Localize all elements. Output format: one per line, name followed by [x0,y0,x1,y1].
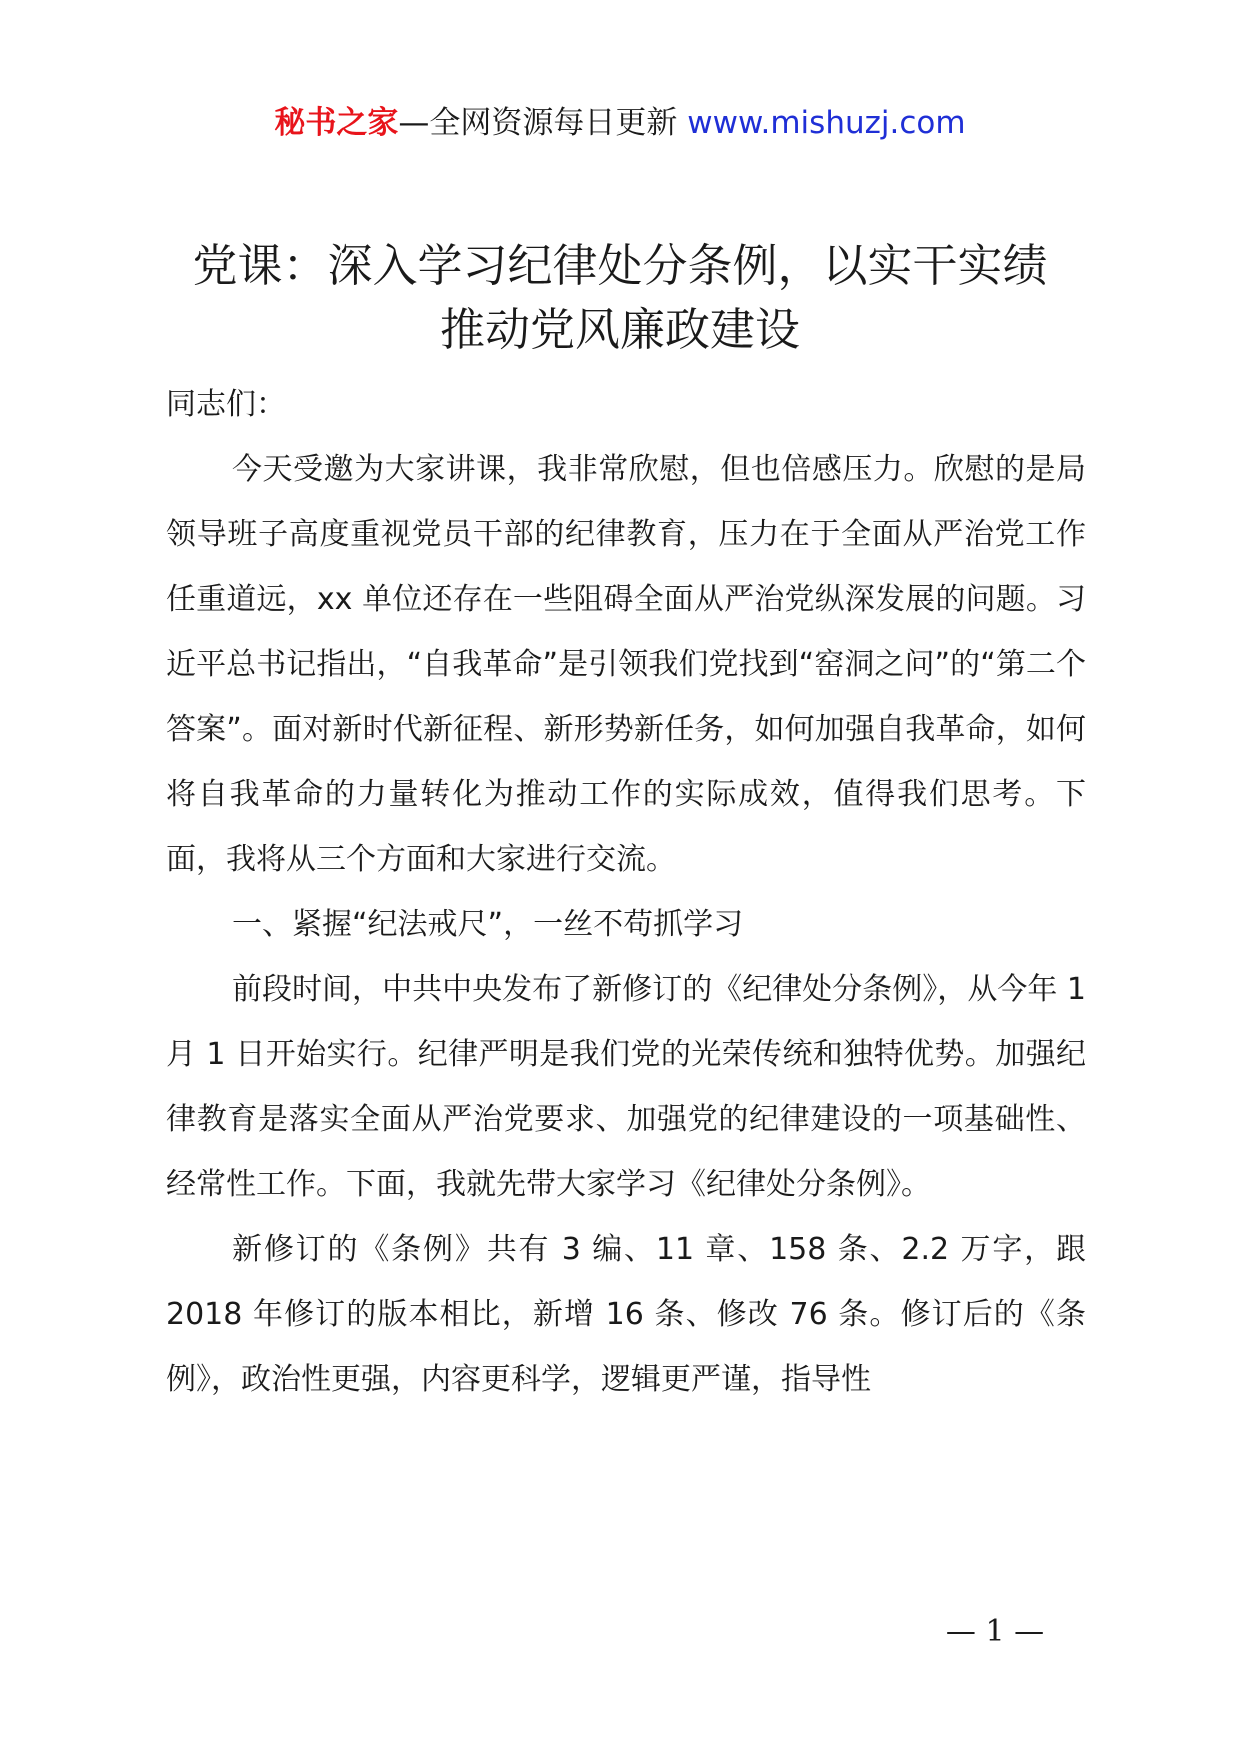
paragraph-regulation-structure: 新修订的《条例》共有 3 编、11 章、158 条、2.2 万字，跟 2018 年修订的版本相比，新增 16 条、修改 76 条。修订后的《条例》，政治性更强，内容更科学，逻辑更严谨，指导性 [166,1232,1086,1397]
page-number: — 1 — [945,1614,1045,1649]
paragraph-intro: 今天受邀为大家讲课，我非常欣慰，但也倍感压力。欣慰的是局领导班子高度重视党员干部的纪律教育，压力在于全面从严治党工作任重道远，xx 单位还存在一些阻碍全面从严治党纵深发展的问题。习近平总书记指出，“自我革命”是引领我们党找到“窑洞之问”的“第二个答案”。面对新时代新征程、新形势新任务，如何加强自我革命，如何将自我革命的力量转化为推动工作的实际成效，值得我们思考。下面，我将从三个方面和大家进行交流。 [166,452,1086,877]
title-line-1: 党课：深入学习纪律处分条例，以实干实绩 [192,239,1048,292]
title-line-2: 推动党风廉政建设 [439,303,800,356]
salutation: 同志们： [166,387,286,422]
document-body [166,372,1086,1412]
document-title [0,234,1240,362]
site-url-link[interactable]: www.mishuzj.com [687,105,966,141]
site-header [0,100,1240,146]
section-heading-1: 一、紧握“纪法戒尺”，一丝不苟抓学习 [232,907,744,942]
site-name: 秘书之家 [274,105,399,141]
paragraph-regulation-release: 前段时间，中共中央发布了新修订的《纪律处分条例》，从今年 1 月 1 日开始实行。纪律严明是我们党的光荣传统和独特优势。加强纪律教育是落实全面从严治党要求、加强党的纪律建设的一项基础性、经常性工作。下面，我就先带大家学习《纪律处分条例》。 [166,972,1086,1202]
site-tagline: —全网资源每日更新 [398,105,678,141]
